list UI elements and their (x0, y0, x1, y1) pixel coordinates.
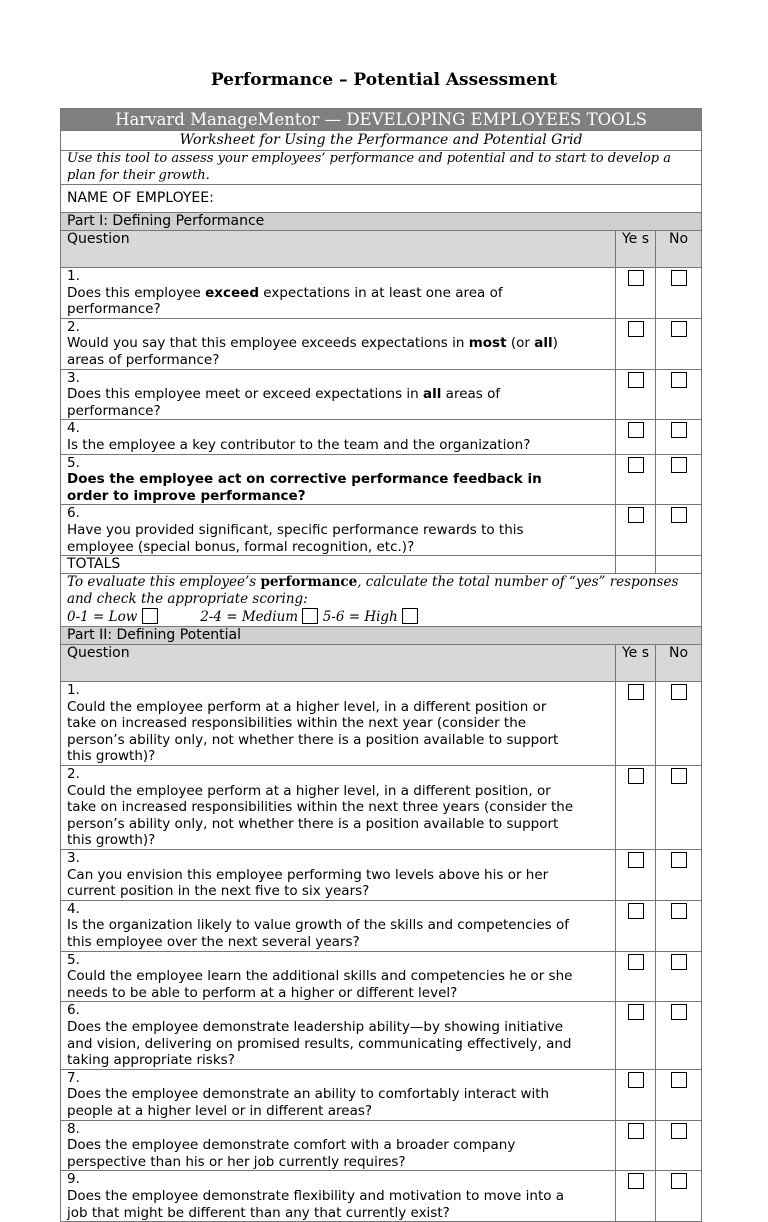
question-cell (61, 454, 616, 505)
question-text-segment: Is the organization likely to value growth of the skills and competencies of this employee over the next several years? (67, 917, 569, 950)
yes-cell (616, 318, 656, 369)
question-row (61, 682, 702, 766)
part1-column-header (61, 231, 702, 268)
no-cell (656, 1069, 702, 1120)
no-cell (656, 369, 702, 420)
no-cell (656, 900, 702, 951)
question-text-segment: (or (506, 335, 535, 352)
no-checkbox[interactable] (671, 321, 687, 337)
question-text (67, 968, 577, 1001)
yes-cell (616, 454, 656, 505)
totals-yes-cell[interactable] (616, 556, 656, 574)
question-column-header: Question (61, 645, 616, 682)
question-cell (61, 1069, 616, 1120)
no-cell (656, 766, 702, 850)
question-text (67, 867, 577, 900)
question-text (67, 1137, 577, 1170)
question-cell (61, 318, 616, 369)
question-number: 4. (67, 420, 80, 437)
question-number: 5. (67, 951, 80, 968)
banner-title: Harvard ManageMentor — DEVELOPING EMPLOYEES TOOLS (61, 109, 702, 131)
question-text (67, 1086, 577, 1119)
no-checkbox[interactable] (671, 1173, 687, 1189)
yes-cell (616, 1120, 656, 1171)
question-number: 2. (67, 318, 80, 335)
yes-checkbox[interactable] (628, 270, 644, 286)
question-row (61, 268, 702, 319)
question-text-segment: exceed (205, 284, 259, 301)
question-number: 8. (67, 1120, 80, 1137)
no-cell (656, 850, 702, 901)
question-text-segment: Have you provided significant, specific performance rewards to this employee (special bonus, formal recognition, etc.)? (67, 521, 524, 555)
no-checkbox[interactable] (671, 457, 687, 473)
totals-row (61, 556, 702, 574)
banner-row (61, 109, 702, 131)
question-text (67, 699, 577, 765)
intro-row (61, 151, 702, 185)
part1-heading-row (61, 213, 702, 231)
yes-checkbox[interactable] (628, 372, 644, 388)
question-number: 1. (67, 268, 80, 284)
yes-cell (616, 850, 656, 901)
question-text-segment: all (423, 386, 442, 403)
question-text (67, 522, 577, 555)
yes-cell (616, 766, 656, 850)
yes-cell (616, 1069, 656, 1120)
no-checkbox[interactable] (671, 372, 687, 388)
question-row (61, 420, 702, 454)
yes-checkbox[interactable] (628, 1123, 644, 1139)
question-text (67, 917, 577, 950)
no-checkbox[interactable] (671, 422, 687, 438)
no-checkbox[interactable] (671, 1072, 687, 1088)
question-text-segment: Could the employee perform at a higher level, in a different position, or take on increased responsibilities within the next three years (consider the person’s ability only, not whether there is a position available to support this growth)? (67, 782, 574, 849)
no-checkbox[interactable] (671, 684, 687, 700)
yes-cell (616, 505, 656, 556)
question-text (67, 386, 577, 419)
employee-name-row[interactable] (61, 185, 702, 213)
assessment-form (60, 108, 702, 1222)
question-number: 3. (67, 850, 80, 867)
question-number: 4. (67, 900, 80, 917)
yes-cell (616, 420, 656, 454)
question-text-segment: all (534, 335, 553, 352)
score-low-label: 0-1 = Low (67, 609, 138, 626)
question-number: 6. (67, 1002, 80, 1019)
question-text-segment: Is the employee a key contributor to the team and the organization? (67, 436, 531, 453)
no-checkbox[interactable] (671, 903, 687, 919)
no-cell (656, 268, 702, 319)
no-cell (656, 318, 702, 369)
no-cell (656, 1171, 702, 1222)
question-text-segment: Does the employee act on corrective performance feedback in order to improve performance? (67, 471, 542, 504)
yes-cell (616, 900, 656, 951)
scoring-instructions (61, 574, 702, 627)
yes-checkbox[interactable] (628, 768, 644, 784)
yes-checkbox[interactable] (628, 1004, 644, 1020)
question-cell (61, 850, 616, 901)
no-cell (656, 505, 702, 556)
subtitle-row (61, 131, 702, 151)
yes-cell (616, 369, 656, 420)
question-text (67, 285, 577, 318)
question-row (61, 505, 702, 556)
yes-checkbox[interactable] (628, 852, 644, 868)
question-text-segment: Does this employee (67, 284, 206, 301)
score-medium-label: 2-4 = Medium (200, 609, 299, 626)
question-row (61, 369, 702, 420)
question-cell (61, 268, 616, 319)
question-number: 5. (67, 454, 80, 471)
question-text (67, 335, 577, 368)
employee-name-field[interactable]: NAME OF EMPLOYEE: (61, 185, 702, 213)
no-cell (656, 420, 702, 454)
question-cell (61, 900, 616, 951)
part1-heading: Part I: Defining Performance (61, 213, 702, 231)
question-row (61, 900, 702, 951)
question-row (61, 1069, 702, 1120)
yes-checkbox[interactable] (628, 954, 644, 970)
question-number: 1. (67, 682, 80, 699)
scoring-emphasis: performance (260, 574, 358, 591)
no-checkbox[interactable] (671, 852, 687, 868)
scoring-tail: , calculate the total number of “yes” responses and check the appropriate scoring: (67, 574, 679, 608)
totals-no-cell[interactable] (656, 556, 702, 574)
no-cell (656, 951, 702, 1002)
question-text (67, 1019, 577, 1069)
no-cell (656, 454, 702, 505)
part2-column-header (61, 645, 702, 682)
yes-checkbox[interactable] (628, 457, 644, 473)
no-cell (656, 1002, 702, 1069)
question-text-segment: ) areas of performance? (67, 335, 558, 368)
score-medium-checkbox[interactable] (302, 608, 318, 624)
score-low-checkbox[interactable] (142, 608, 158, 624)
question-text-segment: Does the employee demonstrate leadership ability—by showing initiative and vision, delivering on promised results, communicating effectively, and taking appropriate risks? (67, 1018, 572, 1069)
question-number: 9. (67, 1171, 80, 1188)
yes-cell (616, 951, 656, 1002)
score-high-checkbox[interactable] (402, 608, 418, 624)
no-column-header: No (656, 645, 702, 682)
question-text (67, 1188, 577, 1221)
question-row (61, 1171, 702, 1222)
yes-cell (616, 1002, 656, 1069)
question-text-segment: Does the employee demonstrate an ability to comfortably interact with people at a higher level or in different areas? (67, 1086, 550, 1119)
yes-checkbox[interactable] (628, 507, 644, 523)
question-number: 7. (67, 1069, 80, 1086)
yes-checkbox[interactable] (628, 903, 644, 919)
question-text-segment: Does the employee demonstrate comfort with a broader company perspective than his or her job currently requires? (67, 1137, 516, 1170)
question-cell (61, 1002, 616, 1069)
question-text (67, 783, 577, 849)
question-row (61, 1120, 702, 1171)
question-number: 3. (67, 369, 80, 386)
question-cell (61, 1120, 616, 1171)
yes-column-header: Ye s (616, 645, 656, 682)
scoring-row (61, 574, 702, 627)
yes-checkbox[interactable] (628, 1173, 644, 1189)
yes-checkbox[interactable] (628, 684, 644, 700)
no-cell (656, 1120, 702, 1171)
score-high-label: 5-6 = High (322, 609, 398, 626)
document-title: Performance – Potential Assessment (210, 70, 558, 90)
question-row (61, 951, 702, 1002)
question-cell (61, 951, 616, 1002)
question-cell (61, 766, 616, 850)
no-checkbox[interactable] (671, 270, 687, 286)
question-row (61, 1002, 702, 1069)
scoring-lead: To evaluate this employee’s (67, 574, 261, 591)
no-checkbox[interactable] (671, 1123, 687, 1139)
question-text (67, 437, 577, 454)
question-cell (61, 369, 616, 420)
yes-cell (616, 1171, 656, 1222)
question-cell (61, 1171, 616, 1222)
question-text-segment: areas of performance? (67, 386, 501, 419)
question-number: 6. (67, 505, 80, 522)
totals-label: TOTALS (61, 556, 616, 574)
no-checkbox[interactable] (671, 768, 687, 784)
no-column-header: No (656, 231, 702, 268)
question-text (67, 471, 577, 504)
part2-heading-row (61, 627, 702, 645)
no-checkbox[interactable] (671, 954, 687, 970)
no-cell (656, 682, 702, 766)
intro-text: Use this tool to assess your employees’ performance and potential and to start to develop a plan for their growth. (61, 151, 702, 185)
question-column-header: Question (61, 231, 616, 268)
yes-checkbox[interactable] (628, 1072, 644, 1088)
no-checkbox[interactable] (671, 1004, 687, 1020)
question-text-segment: Does the employee demonstrate flexibility and motivation to move into a job that might be different than any that currently exist? (67, 1187, 565, 1221)
worksheet-subtitle: Worksheet for Using the Performance and Potential Grid (61, 131, 702, 151)
question-cell (61, 682, 616, 766)
part2-heading: Part II: Defining Potential (61, 627, 702, 645)
question-number: 2. (67, 766, 80, 783)
question-row (61, 766, 702, 850)
question-text-segment: Could the employee perform at a higher level, in a different position or take on increased responsibilities within the next year (consider the person’s ability only, not whether there is a position available to support this growth)? (67, 698, 559, 765)
yes-column-header: Ye s (616, 231, 656, 268)
yes-cell (616, 682, 656, 766)
question-row (61, 454, 702, 505)
question-text-segment: Would you say that this employee exceeds expectations in (67, 335, 469, 352)
question-text-segment: Does this employee meet or exceed expectations in (67, 386, 424, 403)
question-row (61, 318, 702, 369)
yes-cell (616, 268, 656, 319)
question-cell (61, 420, 616, 454)
question-text-segment: most (468, 335, 507, 352)
question-cell (61, 505, 616, 556)
question-text-segment: Could the employee learn the additional skills and competencies he or she needs to be able to perform at a higher or different level? (67, 968, 573, 1001)
question-text-segment: expectations in at least one area of performance? (67, 284, 503, 318)
no-checkbox[interactable] (671, 507, 687, 523)
yes-checkbox[interactable] (628, 422, 644, 438)
question-text-segment: Can you envision this employee performing two levels above his or her current position in the next five to six years? (67, 866, 549, 900)
question-row (61, 850, 702, 901)
yes-checkbox[interactable] (628, 321, 644, 337)
